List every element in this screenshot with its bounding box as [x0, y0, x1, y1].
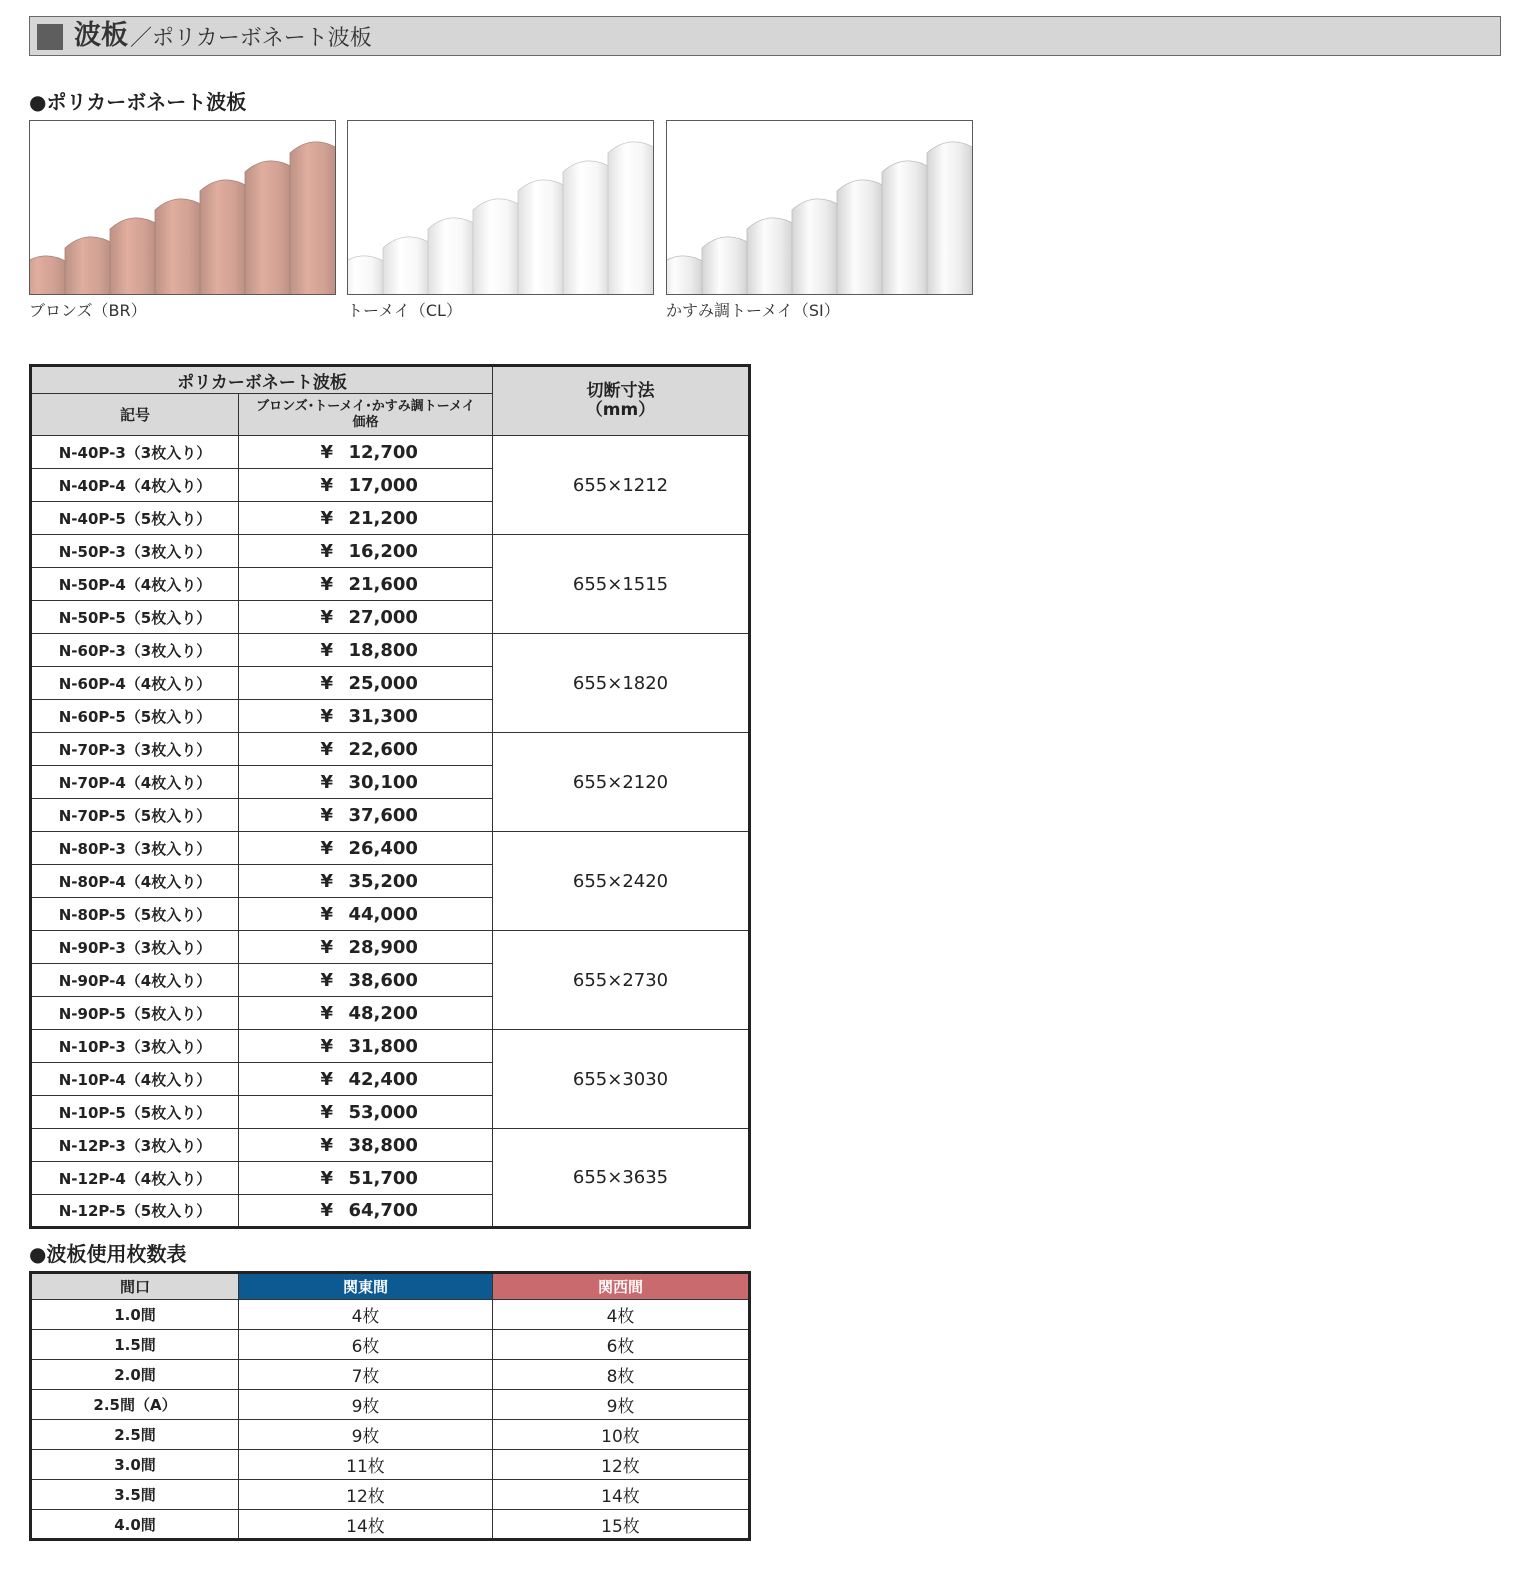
price-cell: [239, 1195, 493, 1228]
corrugation-ridge: [245, 161, 294, 295]
cut-size: 655×2420: [493, 832, 750, 931]
yen-sign: ¥: [320, 870, 334, 892]
kansai-count: 14枚: [493, 1480, 750, 1510]
yen-sign: ¥: [320, 639, 334, 661]
yen-sign: ¥: [320, 837, 334, 859]
price-cell: [239, 1129, 493, 1162]
price-amount: 35,200: [348, 870, 418, 892]
size-header-line2: （mm）: [585, 400, 656, 420]
table-row: [31, 832, 750, 865]
price-amount: 28,900: [348, 936, 418, 958]
price-amount: 48,200: [348, 1002, 418, 1024]
price-amount: 18,800: [348, 639, 418, 661]
yen-sign: ¥: [320, 804, 334, 826]
header-kansai: 関西間: [493, 1273, 750, 1300]
table-row: [31, 1300, 750, 1330]
corrugation-ridge: [428, 218, 477, 295]
price-cell: [239, 568, 493, 601]
frontage: 4.0間: [31, 1510, 239, 1540]
price-amount: 38,600: [348, 969, 418, 991]
table-row: [31, 1420, 750, 1450]
product-code: N-12P-4（4枚入り）: [31, 1162, 239, 1195]
price-cell: [239, 1162, 493, 1195]
corrugation-ridge: [383, 237, 432, 295]
price-cell: [239, 997, 493, 1030]
frontage: 1.0間: [31, 1300, 239, 1330]
price-cell: [239, 766, 493, 799]
table-row: [31, 1510, 750, 1540]
yen-sign: ¥: [320, 1101, 334, 1123]
frontage: 2.0間: [31, 1360, 239, 1390]
price-header-line2: 価格: [352, 414, 379, 430]
table-row: [31, 1480, 750, 1510]
kansai-count: 12枚: [493, 1450, 750, 1480]
corrugation-ridge: [667, 256, 706, 295]
product-code: N-90P-3（3枚入り）: [31, 931, 239, 964]
corrugation-ridge: [927, 142, 973, 295]
product-code: N-60P-4（4枚入り）: [31, 667, 239, 700]
kanto-count: 12枚: [239, 1480, 493, 1510]
price-cell: [239, 931, 493, 964]
kanto-count: 9枚: [239, 1420, 493, 1450]
corrugation-ridge: [792, 199, 841, 295]
price-amount: 64,700: [348, 1200, 418, 1221]
kanto-count: 14枚: [239, 1510, 493, 1540]
corrugation-ridge: [30, 256, 69, 295]
frontage: 2.5間: [31, 1420, 239, 1450]
yen-sign: ¥: [320, 606, 334, 628]
yen-sign: ¥: [320, 1134, 334, 1156]
product-code: N-70P-4（4枚入り）: [31, 766, 239, 799]
code-header: 記号: [31, 394, 239, 436]
price-header-line1: ブロンズ･トーメイ･かすみ調トーメイ: [256, 398, 475, 414]
product-code: N-10P-4（4枚入り）: [31, 1063, 239, 1096]
kanto-count: 11枚: [239, 1450, 493, 1480]
corrugated-sheet-image: [348, 121, 654, 295]
kansai-count: 4枚: [493, 1300, 750, 1330]
price-cell: [239, 436, 493, 469]
yen-sign: ¥: [320, 903, 334, 925]
size-header: [493, 366, 750, 436]
price-cell: [239, 634, 493, 667]
swatch-caption: ブロンズ（BR）: [29, 301, 147, 320]
corrugation-ridge: [747, 218, 796, 295]
page-header: [29, 16, 1501, 56]
product-code: N-40P-5（5枚入り）: [31, 502, 239, 535]
kanto-count: 7枚: [239, 1360, 493, 1390]
price-amount: 21,200: [348, 507, 418, 529]
kanto-count: 9枚: [239, 1390, 493, 1420]
kansai-count: 8枚: [493, 1360, 750, 1390]
price-cell: [239, 700, 493, 733]
price-header: [239, 394, 493, 436]
corrugation-ridge: [473, 199, 522, 295]
yen-sign: ¥: [320, 474, 334, 496]
price-amount: 51,700: [348, 1167, 418, 1189]
price-table: [29, 364, 751, 1229]
cut-size: 655×1515: [493, 535, 750, 634]
corrugation-ridge: [837, 180, 886, 295]
yen-sign: ¥: [320, 936, 334, 958]
cut-size: 655×2730: [493, 931, 750, 1030]
price-amount: 30,100: [348, 771, 418, 793]
yen-sign: ¥: [320, 507, 334, 529]
swatch-mist-clear: [666, 120, 973, 295]
corrugation-ridge: [200, 180, 249, 295]
corrugated-sheet-image: [667, 121, 973, 295]
page-title: 波板: [74, 20, 128, 51]
product-code: N-40P-3（3枚入り）: [31, 436, 239, 469]
price-cell: [239, 502, 493, 535]
product-code: N-80P-4（4枚入り）: [31, 865, 239, 898]
table-row: [31, 733, 750, 766]
corrugation-ridge: [702, 237, 751, 295]
product-code: N-80P-5（5枚入り）: [31, 898, 239, 931]
product-code: N-12P-3（3枚入り）: [31, 1129, 239, 1162]
kansai-count: 9枚: [493, 1390, 750, 1420]
product-code: N-70P-3（3枚入り）: [31, 733, 239, 766]
price-amount: 27,000: [348, 606, 418, 628]
price-amount: 16,200: [348, 540, 418, 562]
kansai-count: 15枚: [493, 1510, 750, 1540]
frontage: 2.5間（A）: [31, 1390, 239, 1420]
price-cell: [239, 601, 493, 634]
sheet-count-table: [29, 1271, 751, 1541]
product-code: N-60P-5（5枚入り）: [31, 700, 239, 733]
yen-sign: ¥: [320, 1035, 334, 1057]
price-amount: 38,800: [348, 1134, 418, 1156]
corrugation-ridge: [290, 142, 336, 295]
price-cell: [239, 733, 493, 766]
yen-sign: ¥: [320, 738, 334, 760]
price-cell: [239, 1063, 493, 1096]
price-cell: [239, 898, 493, 931]
product-code: N-50P-3（3枚入り）: [31, 535, 239, 568]
product-code: N-12P-5（5枚入り）: [31, 1195, 239, 1228]
swatch-clear: [347, 120, 654, 295]
product-code: N-90P-5（5枚入り）: [31, 997, 239, 1030]
product-code: N-40P-4（4枚入り）: [31, 469, 239, 502]
price-cell: [239, 535, 493, 568]
price-cell: [239, 832, 493, 865]
corrugation-ridge: [563, 161, 612, 295]
yen-sign: ¥: [320, 441, 334, 463]
page-subtitle: ／ポリカーボネート波板: [130, 26, 372, 51]
corrugation-ridge: [882, 161, 931, 295]
size-header-line1: 切断寸法: [586, 381, 655, 401]
table-row: [31, 1129, 750, 1162]
cut-size: 655×1820: [493, 634, 750, 733]
price-amount: 31,800: [348, 1035, 418, 1057]
yen-sign: ¥: [320, 1002, 334, 1024]
table-row: [31, 1450, 750, 1480]
cut-size: 655×1212: [493, 436, 750, 535]
yen-sign: ¥: [320, 540, 334, 562]
yen-sign: ¥: [320, 771, 334, 793]
table-row: [31, 1390, 750, 1420]
price-amount: 44,000: [348, 903, 418, 925]
table-row: [31, 436, 750, 469]
corrugation-ridge: [110, 218, 159, 295]
kanto-count: 4枚: [239, 1300, 493, 1330]
price-amount: 17,000: [348, 474, 418, 496]
product-code: N-80P-3（3枚入り）: [31, 832, 239, 865]
price-cell: [239, 469, 493, 502]
product-code: N-50P-5（5枚入り）: [31, 601, 239, 634]
header-square-icon: [37, 24, 63, 50]
corrugation-ridge: [65, 237, 114, 295]
yen-sign: ¥: [320, 1068, 334, 1090]
yen-sign: ¥: [320, 573, 334, 595]
swatch-bronze: [29, 120, 336, 295]
frontage: 3.5間: [31, 1480, 239, 1510]
price-amount: 42,400: [348, 1068, 418, 1090]
price-cell: [239, 865, 493, 898]
price-amount: 25,000: [348, 672, 418, 694]
price-amount: 12,700: [348, 441, 418, 463]
table-row: [31, 634, 750, 667]
swatch-caption: トーメイ（CL）: [347, 301, 462, 320]
price-amount: 21,600: [348, 573, 418, 595]
corrugation-ridge: [608, 142, 654, 295]
price-amount: 53,000: [348, 1101, 418, 1123]
product-code: N-60P-3（3枚入り）: [31, 634, 239, 667]
table-row: [31, 1360, 750, 1390]
price-amount: 26,400: [348, 837, 418, 859]
price-amount: 37,600: [348, 804, 418, 826]
price-amount: 22,600: [348, 738, 418, 760]
price-cell: [239, 964, 493, 997]
price-cell: [239, 1096, 493, 1129]
price-amount: 31,300: [348, 705, 418, 727]
section-heading-polycarbonate: ●ポリカーボネート波板: [29, 90, 247, 114]
table-row: [31, 1030, 750, 1063]
section-heading-count: ●波板使用枚数表: [29, 1242, 187, 1266]
corrugation-ridge: [348, 256, 387, 295]
yen-sign: ¥: [320, 1200, 334, 1221]
kansai-count: 10枚: [493, 1420, 750, 1450]
kanto-count: 6枚: [239, 1330, 493, 1360]
product-code: N-70P-5（5枚入り）: [31, 799, 239, 832]
header-kanto: 関東間: [239, 1273, 493, 1300]
kansai-count: 6枚: [493, 1330, 750, 1360]
frontage: 3.0間: [31, 1450, 239, 1480]
yen-sign: ¥: [320, 969, 334, 991]
yen-sign: ¥: [320, 1167, 334, 1189]
product-code: N-10P-3（3枚入り）: [31, 1030, 239, 1063]
product-code: N-90P-4（4枚入り）: [31, 964, 239, 997]
frontage: 1.5間: [31, 1330, 239, 1360]
header-ma: 間口: [31, 1273, 239, 1300]
price-cell: [239, 799, 493, 832]
price-cell: [239, 667, 493, 700]
price-cell: [239, 1030, 493, 1063]
cut-size: 655×3635: [493, 1129, 750, 1228]
table-row: [31, 1330, 750, 1360]
swatch-caption: かすみ調トーメイ（SI）: [666, 301, 840, 320]
cut-size: 655×2120: [493, 733, 750, 832]
corrugated-sheet-image: [30, 121, 336, 295]
table-row: [31, 535, 750, 568]
corrugation-ridge: [155, 199, 204, 295]
product-code: N-10P-5（5枚入り）: [31, 1096, 239, 1129]
corrugation-ridge: [518, 180, 567, 295]
price-table-group-header: ポリカーボネート波板: [31, 366, 493, 394]
table-row: [31, 931, 750, 964]
yen-sign: ¥: [320, 672, 334, 694]
cut-size: 655×3030: [493, 1030, 750, 1129]
yen-sign: ¥: [320, 705, 334, 727]
product-code: N-50P-4（4枚入り）: [31, 568, 239, 601]
